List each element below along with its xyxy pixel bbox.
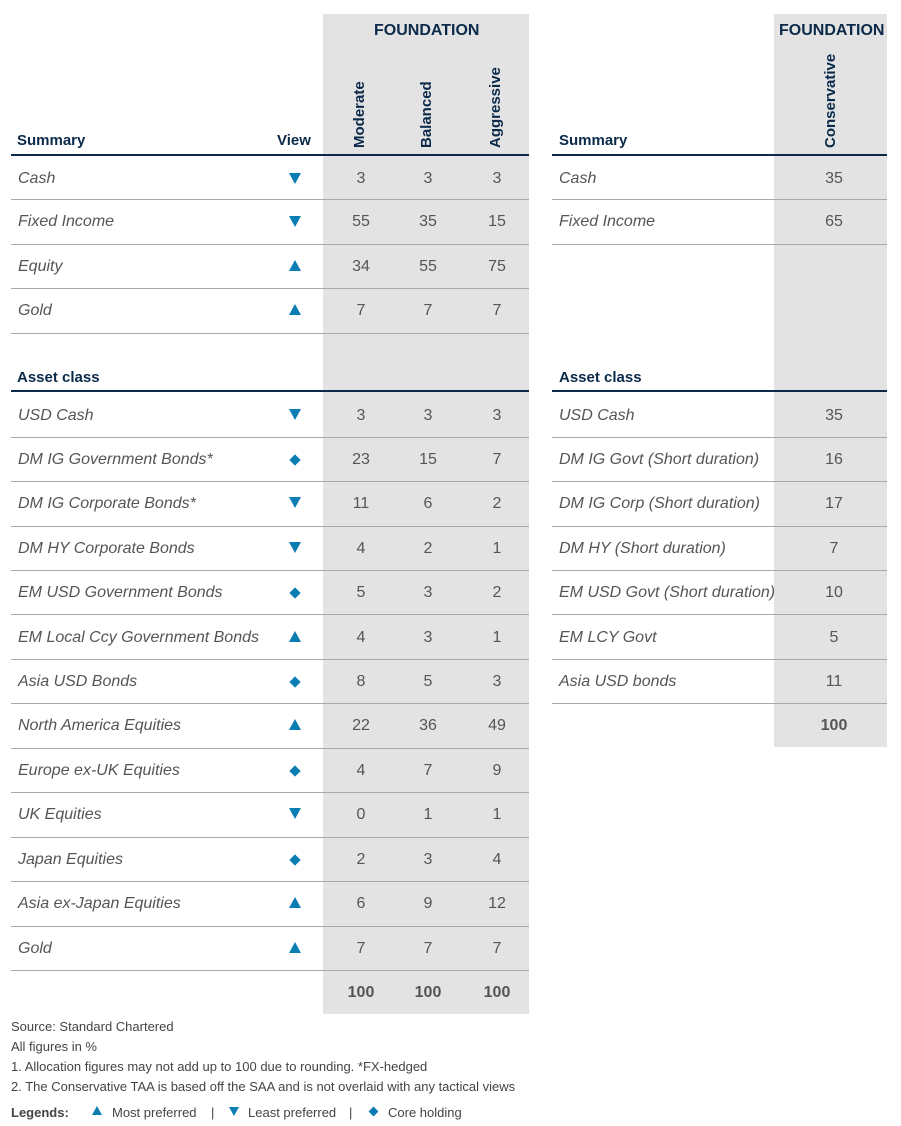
row-label: DM IG Government Bonds* xyxy=(18,451,213,468)
row-label: Asia USD Bonds xyxy=(18,673,138,690)
value-aggressive: 7 xyxy=(492,940,502,957)
row-divider xyxy=(11,288,529,289)
row-divider xyxy=(11,437,529,438)
row-label: EM USD Government Bonds xyxy=(18,584,223,601)
left-summary-header: Summary xyxy=(17,132,86,149)
value-balanced: 7 xyxy=(423,302,433,319)
value-balanced: 55 xyxy=(419,258,437,275)
row-divider xyxy=(11,881,529,882)
footnote-2: 2. The Conservative TAA is based off the SAA and is not overlaid with any tactical views xyxy=(11,1079,516,1094)
right-summary-rule xyxy=(552,154,887,156)
legend-most-preferred: Most preferred xyxy=(112,1105,197,1120)
total-aggressive: 100 xyxy=(483,984,511,1001)
most-preferred-icon xyxy=(289,719,301,730)
legend-separator: | xyxy=(349,1105,353,1120)
most-preferred-icon xyxy=(289,897,301,908)
value-aggressive: 1 xyxy=(492,540,502,557)
row-label: EM LCY Govt xyxy=(559,629,657,646)
row-label: Europe ex-UK Equities xyxy=(18,762,180,779)
value-balanced: 3 xyxy=(423,170,433,187)
value-conservative: 7 xyxy=(829,540,839,557)
value-balanced: 3 xyxy=(423,584,433,601)
value-moderate: 0 xyxy=(356,806,366,823)
row-divider xyxy=(11,481,529,482)
value-balanced: 7 xyxy=(423,940,433,957)
row-divider xyxy=(11,526,529,527)
value-moderate: 2 xyxy=(356,851,366,868)
value-aggressive: 15 xyxy=(488,213,506,230)
least-preferred-icon xyxy=(289,409,301,420)
row-label: North America Equities xyxy=(18,717,182,734)
value-moderate: 6 xyxy=(356,895,366,912)
row-divider xyxy=(11,614,529,615)
row-label: DM HY (Short duration) xyxy=(559,540,726,557)
row-divider xyxy=(552,614,887,615)
row-label: Asia USD bonds xyxy=(559,673,677,690)
value-moderate: 4 xyxy=(356,540,366,557)
value-aggressive: 7 xyxy=(492,451,502,468)
value-moderate: 8 xyxy=(356,673,366,690)
row-divider xyxy=(552,570,887,571)
right-group-header: FOUNDATION xyxy=(779,22,885,39)
row-label: UK Equities xyxy=(18,806,102,823)
row-label: Gold xyxy=(18,302,52,319)
value-balanced: 3 xyxy=(423,851,433,868)
value-balanced: 35 xyxy=(419,213,437,230)
value-balanced: 3 xyxy=(423,629,433,646)
source-note: Source: Standard Chartered xyxy=(11,1019,174,1034)
value-conservative: 35 xyxy=(825,407,843,424)
row-label: Cash xyxy=(559,170,597,187)
value-moderate: 5 xyxy=(356,584,366,601)
row-label: USD Cash xyxy=(559,407,635,424)
right-asset-header: Asset class xyxy=(559,369,642,386)
value-conservative: 16 xyxy=(825,451,843,468)
value-conservative: 10 xyxy=(825,584,843,601)
row-label: Gold xyxy=(18,940,52,957)
least-preferred-icon xyxy=(289,497,301,508)
right-summary-header: Summary xyxy=(559,132,628,149)
row-label: Asia ex-Japan Equities xyxy=(18,895,181,912)
most-preferred-icon xyxy=(289,942,301,953)
right-asset-rule xyxy=(552,390,887,392)
total-conservative: 100 xyxy=(820,717,848,734)
row-divider xyxy=(552,526,887,527)
col-balanced: Balanced xyxy=(418,81,435,148)
value-balanced: 9 xyxy=(423,895,433,912)
value-moderate: 11 xyxy=(352,495,370,512)
value-moderate: 4 xyxy=(356,762,366,779)
value-moderate: 55 xyxy=(352,213,370,230)
value-aggressive: 4 xyxy=(492,851,502,868)
units-note: All figures in % xyxy=(11,1039,97,1054)
row-divider xyxy=(11,244,529,245)
row-divider xyxy=(11,970,529,971)
col-conservative: Conservative xyxy=(822,53,839,148)
value-balanced: 7 xyxy=(423,762,433,779)
value-conservative: 35 xyxy=(825,170,843,187)
value-aggressive: 3 xyxy=(492,673,502,690)
most-preferred-icon xyxy=(92,1106,102,1115)
value-aggressive: 1 xyxy=(492,629,502,646)
core-holding-icon xyxy=(289,587,300,598)
row-divider xyxy=(11,748,529,749)
row-label: Japan Equities xyxy=(18,851,123,868)
core-holding-icon xyxy=(289,854,300,865)
most-preferred-icon xyxy=(289,260,301,271)
least-preferred-icon xyxy=(289,542,301,553)
legend-title: Legends: xyxy=(11,1105,69,1120)
row-divider xyxy=(11,703,529,704)
total-balanced: 100 xyxy=(414,984,442,1001)
value-moderate: 34 xyxy=(352,258,370,275)
row-divider xyxy=(552,703,887,704)
value-aggressive: 2 xyxy=(492,584,502,601)
legend-separator: | xyxy=(211,1105,215,1120)
core-holding-icon xyxy=(289,454,300,465)
col-aggressive: Aggressive xyxy=(487,67,504,148)
value-aggressive: 3 xyxy=(492,407,502,424)
row-divider xyxy=(552,199,887,200)
value-aggressive: 7 xyxy=(492,302,502,319)
row-label: USD Cash xyxy=(18,407,94,424)
row-divider xyxy=(552,659,887,660)
row-divider xyxy=(11,659,529,660)
legend-core-holding: Core holding xyxy=(388,1105,462,1120)
core-holding-icon xyxy=(289,765,300,776)
least-preferred-icon xyxy=(289,216,301,227)
row-label: DM IG Govt (Short duration) xyxy=(559,451,760,468)
value-balanced: 36 xyxy=(419,717,437,734)
value-aggressive: 1 xyxy=(492,806,502,823)
row-label: DM IG Corporate Bonds* xyxy=(18,495,196,512)
left-asset-header: Asset class xyxy=(17,369,100,386)
row-label: DM IG Corp (Short duration) xyxy=(559,495,760,512)
core-holding-icon xyxy=(289,676,300,687)
value-conservative: 11 xyxy=(825,673,843,690)
row-label: Fixed Income xyxy=(559,213,656,230)
value-conservative: 65 xyxy=(825,213,843,230)
row-label: EM USD Govt (Short duration) xyxy=(559,584,776,601)
value-balanced: 2 xyxy=(423,540,433,557)
row-divider xyxy=(11,792,529,793)
row-divider xyxy=(11,570,529,571)
most-preferred-icon xyxy=(289,631,301,642)
footnote-1: 1. Allocation figures may not add up to 100 due to rounding. *FX-hedged xyxy=(11,1059,428,1074)
least-preferred-icon xyxy=(229,1107,239,1116)
row-label: EM Local Ccy Government Bonds xyxy=(18,629,259,646)
most-preferred-icon xyxy=(289,304,301,315)
value-moderate: 7 xyxy=(356,940,366,957)
value-moderate: 7 xyxy=(356,302,366,319)
row-label: Fixed Income xyxy=(18,213,115,230)
value-moderate: 3 xyxy=(356,407,366,424)
value-aggressive: 3 xyxy=(492,170,502,187)
value-aggressive: 75 xyxy=(488,258,506,275)
row-divider xyxy=(11,926,529,927)
core-holding-icon xyxy=(369,1107,379,1117)
row-label: Cash xyxy=(18,170,56,187)
legend-least-preferred: Least preferred xyxy=(248,1105,337,1120)
row-divider xyxy=(552,244,887,245)
value-aggressive: 9 xyxy=(492,762,502,779)
row-label: Equity xyxy=(18,258,63,275)
value-balanced: 5 xyxy=(423,673,433,690)
value-aggressive: 49 xyxy=(488,717,506,734)
value-balanced: 3 xyxy=(423,407,433,424)
least-preferred-icon xyxy=(289,173,301,184)
row-divider xyxy=(11,333,529,334)
value-moderate: 3 xyxy=(356,170,366,187)
left-group-header: FOUNDATION xyxy=(374,22,480,39)
value-conservative: 5 xyxy=(829,629,839,646)
row-divider xyxy=(11,837,529,838)
row-divider xyxy=(11,199,529,200)
least-preferred-icon xyxy=(289,808,301,819)
row-divider xyxy=(552,437,887,438)
left-view-header: View xyxy=(277,132,311,149)
value-moderate: 22 xyxy=(352,717,370,734)
value-balanced: 6 xyxy=(423,495,433,512)
value-balanced: 15 xyxy=(419,451,437,468)
col-moderate: Moderate xyxy=(351,81,368,148)
row-label: DM HY Corporate Bonds xyxy=(18,540,195,557)
left-asset-rule xyxy=(11,390,529,392)
total-moderate: 100 xyxy=(347,984,375,1001)
left-summary-rule xyxy=(11,154,529,156)
value-conservative: 17 xyxy=(825,495,843,512)
value-aggressive: 12 xyxy=(488,895,506,912)
value-balanced: 1 xyxy=(423,806,433,823)
value-aggressive: 2 xyxy=(492,495,502,512)
value-moderate: 4 xyxy=(356,629,366,646)
value-moderate: 23 xyxy=(352,451,370,468)
row-divider xyxy=(552,481,887,482)
